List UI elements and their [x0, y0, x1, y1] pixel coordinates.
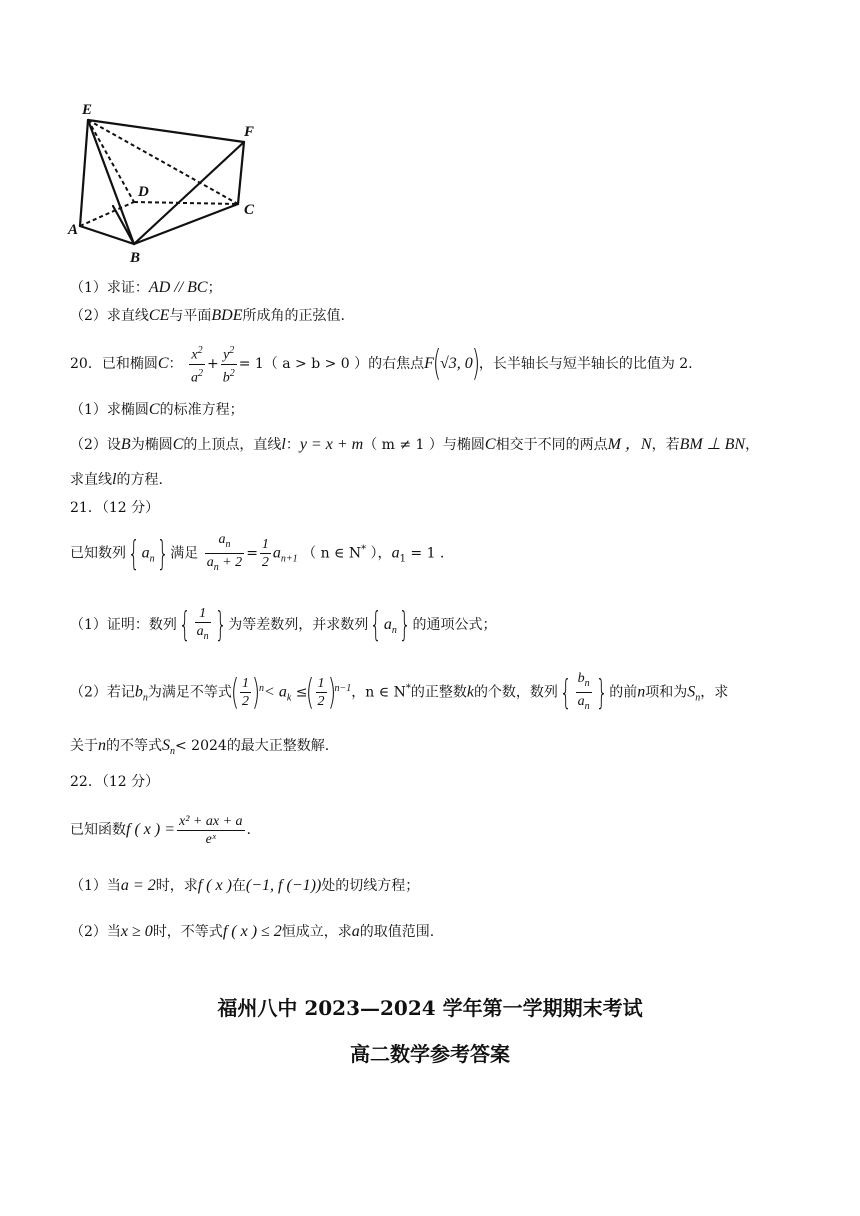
fraction-one-half: $\frac{1}{2}$ [261, 537, 269, 571]
fraction-y2-b2: $\frac{y^2}{b^2}$ [221, 342, 237, 386]
q21-part2-line2: 关于n的不等式$S_n< 2024$的最大正整数解. [70, 737, 330, 757]
edge-bc [134, 204, 238, 244]
q19-part2: （2）求直线CE与平面BDE所成角的正弦值. [70, 307, 345, 324]
q22-stem: 已知函数f ( x ) = $\frac{\text{x² + ax + a}}{\text{eˣ}}$ . [70, 813, 251, 847]
label-e: E [82, 102, 93, 118]
fraction-one-over-an: $\frac{1}{a_n}$ [196, 606, 209, 642]
label-d: D [138, 184, 149, 200]
q21-header: 21．（12 分） [70, 500, 160, 516]
q21-part2: （2）若记$b_n$为满足不等式( $\frac{1}{2}$ )$^n< a_k$ ≤( $\frac{1}{2}$ )$^{n-1}$，n ∈ N*的正整数k的个数，数列{ $\frac{b_n}{a_n}$ } 的前n项和为$S_n$，求 [70, 664, 728, 723]
fraction-bn-over-an: $\frac{b_n}{a_n}$ [577, 671, 590, 712]
edge-ef [88, 120, 244, 142]
label-f: F [244, 124, 255, 140]
answer-key-subtitle: 高二数学参考答案 [350, 1042, 510, 1066]
q21-part1: （1）证明：数列{ $\frac{1}{a_n}$ } 为等差数列，并求数列{ $a_n$} 的通项公式； [70, 605, 497, 645]
fraction-half-2: $\frac{1}{2}$ [317, 676, 325, 710]
label-c: C [244, 202, 255, 218]
edge-fc [238, 142, 244, 204]
q20-part2: （2）设B为椭圆C的上顶点，直线l：y = x + m（ m ≠ 1 ）与椭圆C相交于不同的两点M ，N，若BM ⊥ BN， [70, 436, 760, 453]
q21-stem: 已知数列{ $a_n$} 满足 $\frac{a_n}{a_n + 2}$ = $\frac{1}{2}$ $a_{n+1}$ （ n ∈ N* ），$a_1 = 1$ . [70, 528, 444, 581]
label-b: B [130, 250, 141, 266]
q22-header: 22．（12 分） [70, 774, 160, 790]
q22-part1: （1）当a = 2时，求f ( x )在(−1, f (−1))处的切线方程； [70, 877, 420, 894]
edge-ea [80, 120, 88, 226]
geometry-figure [66, 98, 266, 268]
edge-ed-dashed [88, 120, 134, 202]
fraction-half-1: $\frac{1}{2}$ [241, 676, 249, 710]
q20-part1: （1）求椭圆C的标准方程； [70, 401, 244, 418]
fraction-an-over-an-plus-2: $\frac{a_n}{a_n + 2}$ [206, 532, 243, 573]
q20-part2-line2: 求直线l的方程. [70, 471, 163, 488]
edge-ec-dashed [88, 120, 238, 204]
answer-key-title: 福州八中 2023—2024 学年第一学期期末考试 [217, 996, 643, 1020]
edge-dc-dashed [134, 202, 238, 204]
q19-part1: （1）求证：AD // BC； [70, 279, 222, 296]
label-a: A [68, 222, 79, 238]
edge-bf [134, 142, 244, 244]
fraction-function: $\frac{\text{x² + ax + a}}{\text{eˣ}}$ [179, 813, 243, 847]
fraction-x2-a2: $\frac{x^2}{a^2}$ [189, 342, 205, 386]
edge-eb [88, 120, 134, 244]
q20-stem: 20．已和椭圆C： $\frac{x^2}{a^2}$ + $\frac{y^2}{b^2}$ = 1（ a > b > 0 ）的右焦点F(√3, 0)，长半轴长与短半轴长的比值为 2. [70, 343, 693, 386]
q22-part2: （2）当x ≥ 0时，不等式f ( x ) ≤ 2恒成立，求a的取值范围. [70, 923, 435, 940]
